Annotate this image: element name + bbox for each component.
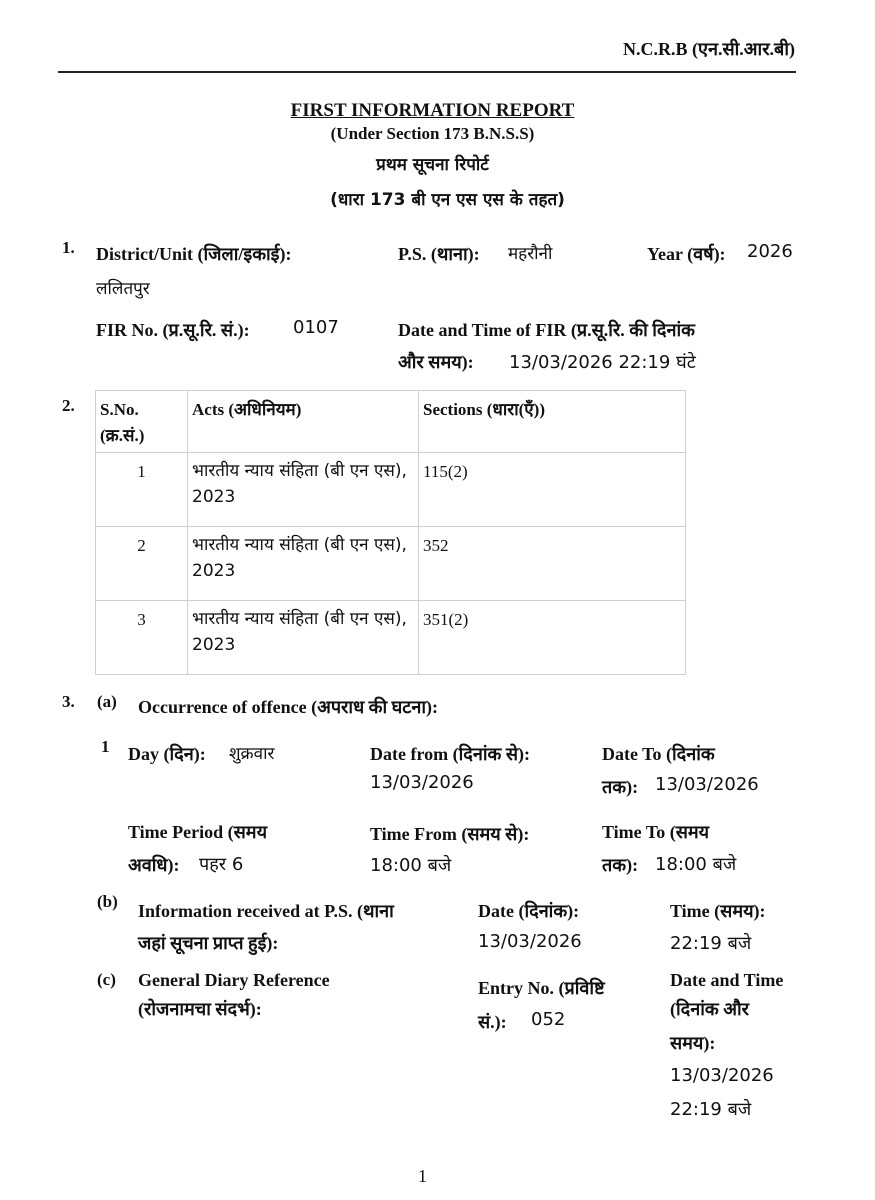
row-act: भारतीय न्याय संहिता (बी एन एस), 2023	[188, 601, 419, 675]
info-time-value: 22:19 बजे	[670, 933, 752, 954]
date-to-value: 13/03/2026	[655, 774, 759, 795]
subsection-a-tag: (a)	[97, 692, 117, 711]
subsection-b-tag: (b)	[97, 892, 118, 911]
table-row	[96, 527, 686, 601]
year-value: 2026	[747, 241, 793, 262]
time-period-label-cont: अवधि):	[128, 855, 180, 875]
acts-header: Acts (अधिनियम)	[188, 391, 419, 453]
ps-label: P.S. (थाना):	[398, 244, 480, 264]
ps-value: महरौनी	[508, 244, 553, 264]
time-to-value: 18:00 बजे	[655, 854, 737, 875]
report-title: FIRST INFORMATION REPORT	[290, 100, 575, 121]
table-row	[96, 601, 686, 675]
entry-number-label-cont: सं.):	[478, 1012, 507, 1032]
gd-reference-label: General Diary Reference	[138, 970, 330, 990]
district-label: District/Unit (जिला/इकाई):	[96, 244, 292, 264]
gd-datetime-label: Date and Time	[670, 970, 784, 990]
info-date-label: Date (दिनांक):	[478, 901, 580, 921]
row-sno: 2	[96, 527, 188, 601]
occurrence-row-number: 1	[101, 737, 110, 756]
sno-header: S.No.	[100, 400, 139, 419]
info-time-label: Time (समय):	[670, 901, 766, 921]
fir-number-label: FIR No. (प्र.सू.रि. सं.):	[96, 320, 250, 340]
gd-reference-label-cont: (रोजनामचा संदर्भ):	[138, 999, 262, 1019]
fir-datetime-label-cont: और समय):	[398, 352, 474, 372]
report-title-hindi: प्रथम सूचना रिपोर्ट	[376, 155, 489, 175]
time-from-label: Time From (समय से):	[370, 824, 530, 844]
entry-number-label: Entry No. (प्रविष्टि	[478, 978, 605, 998]
fir-number-value: 0107	[293, 317, 339, 338]
sections-header: Sections (धारा(एँ))	[419, 391, 686, 453]
section-number: 2.	[62, 396, 75, 415]
row-sno: 3	[96, 601, 188, 675]
header-rule	[58, 71, 796, 73]
gd-datetime-label-end: समय):	[670, 1033, 716, 1053]
time-period-value: पहर 6	[199, 854, 244, 875]
subsection-c-tag: (c)	[97, 970, 116, 989]
entry-number-value: 052	[531, 1009, 566, 1030]
date-to-label: Date To (दिनांक	[602, 744, 715, 764]
date-to-label-cont: तक):	[602, 777, 639, 797]
row-sno: 1	[96, 453, 188, 527]
occurrence-label: Occurrence of offence (अपराध की घटना):	[138, 697, 438, 717]
time-to-label-cont: तक):	[602, 855, 639, 875]
table-header-row	[96, 391, 686, 453]
report-subtitle: (Under Section 173 B.N.S.S)	[330, 124, 535, 143]
page-number: 1	[418, 1166, 427, 1186]
fir-datetime-label: Date and Time of FIR (प्र.सू.रि. की दिनांक	[398, 320, 695, 340]
table-row	[96, 453, 686, 527]
info-received-label-cont: जहां सूचना प्राप्त हुई):	[138, 933, 279, 953]
gd-datetime-label-cont: (दिनांक और	[670, 999, 749, 1019]
section-number: 1.	[62, 238, 75, 257]
year-label: Year (वर्ष):	[647, 244, 726, 264]
date-from-label: Date from (दिनांक से):	[370, 744, 530, 764]
date-from-value: 13/03/2026	[370, 772, 474, 793]
gd-date-value: 13/03/2026	[670, 1065, 774, 1086]
gd-time-value: 22:19 बजे	[670, 1099, 752, 1120]
row-section: 352	[419, 527, 686, 601]
day-value: शुक्रवार	[229, 744, 275, 764]
info-date-value: 13/03/2026	[478, 931, 582, 952]
info-received-label: Information received at P.S. (थाना	[138, 901, 394, 921]
sno-header-hindi: (क्र.सं.)	[100, 425, 145, 445]
district-value: ललितपुर	[96, 279, 150, 299]
time-to-label: Time To (समय	[602, 822, 710, 842]
time-period-label: Time Period (समय	[128, 822, 268, 842]
section-number: 3.	[62, 692, 75, 711]
day-label: Day (दिन):	[128, 744, 206, 764]
acts-table	[95, 390, 686, 675]
report-subtitle-hindi: (धारा 173 बी एन एस एस के तहत)	[330, 190, 565, 210]
row-section: 115(2)	[419, 453, 686, 527]
row-act: भारतीय न्याय संहिता (बी एन एस), 2023	[188, 453, 419, 527]
row-act: भारतीय न्याय संहिता (बी एन एस), 2023	[188, 527, 419, 601]
time-from-value: 18:00 बजे	[370, 855, 452, 876]
ncrb-header: N.C.R.B (एन.सी.आर.बी)	[623, 39, 795, 59]
fir-datetime-value: 13/03/2026 22:19 घंटे	[509, 352, 696, 373]
row-section: 351(2)	[419, 601, 686, 675]
